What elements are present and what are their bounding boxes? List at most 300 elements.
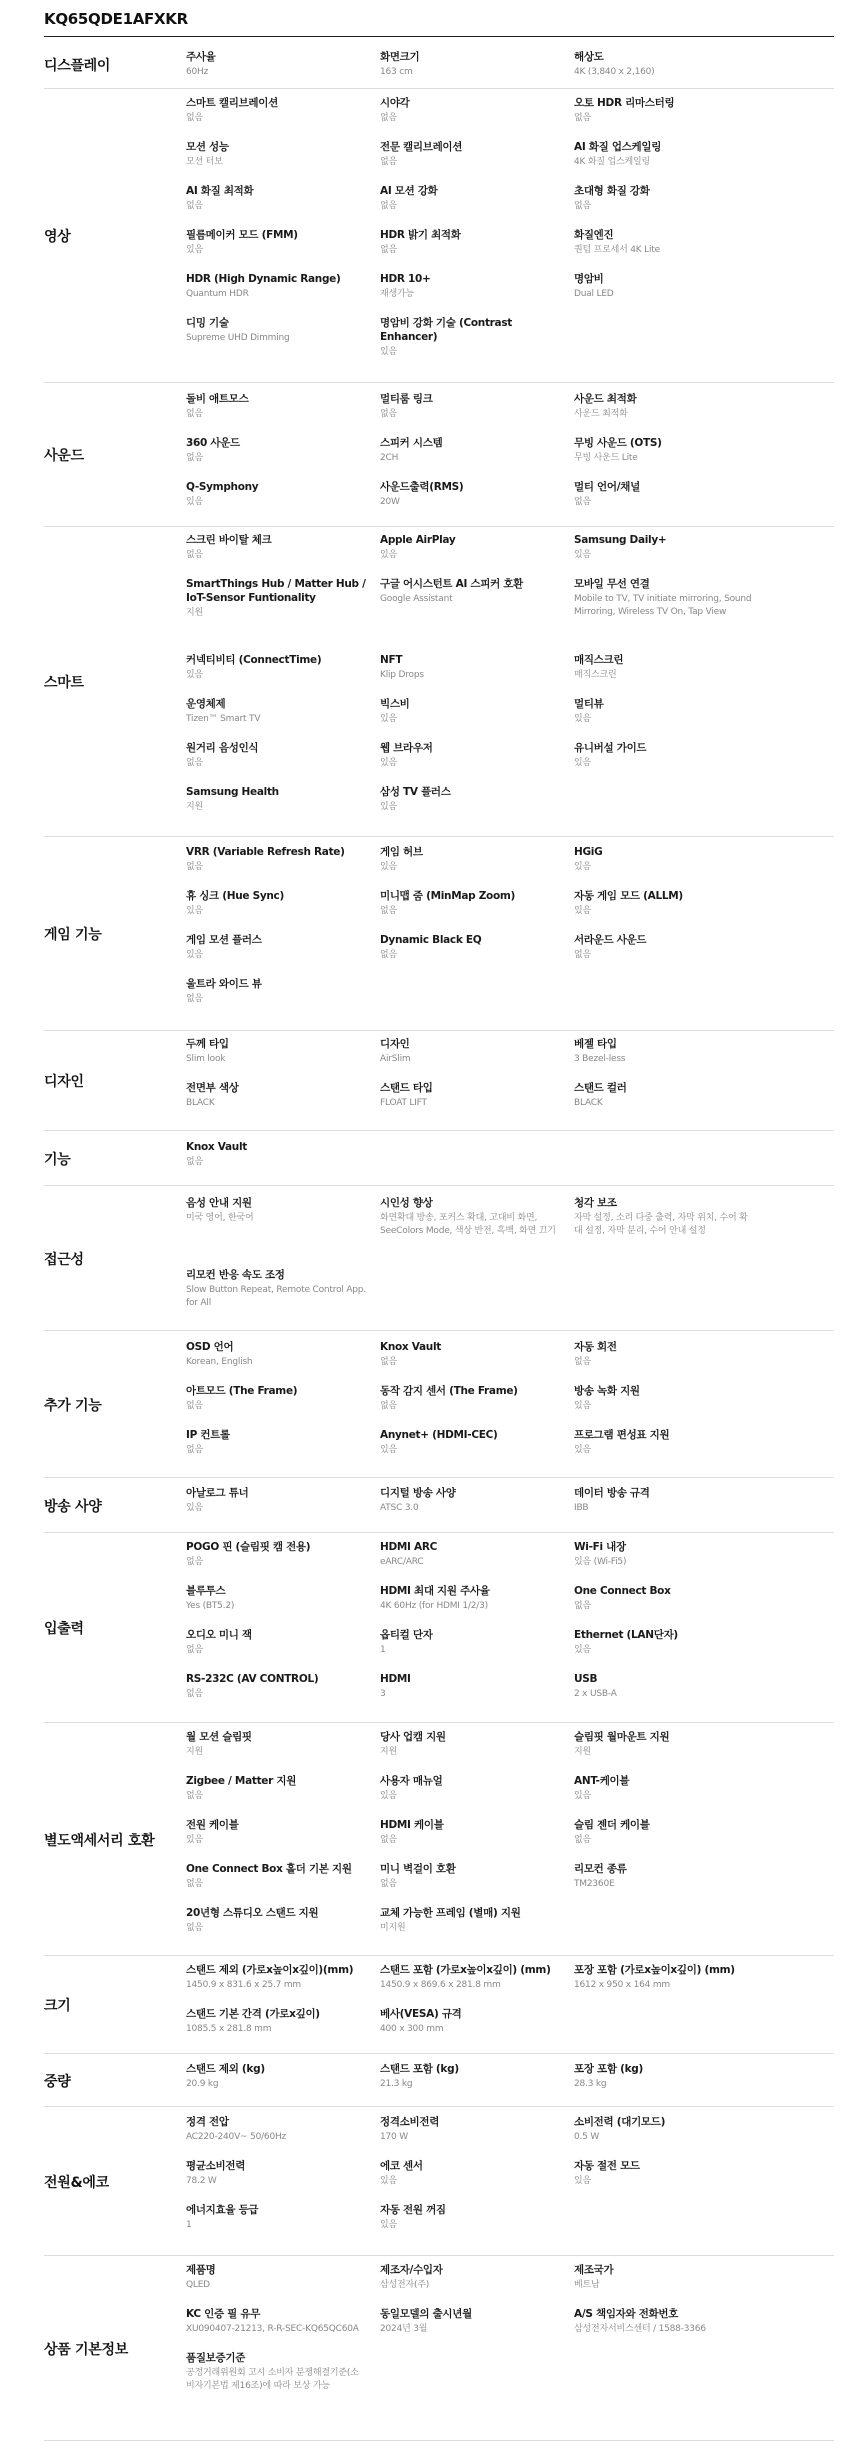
spec-item bbox=[186, 392, 366, 421]
spec-item bbox=[186, 1140, 366, 1169]
spec-label: 스마트 캘리브레이션 bbox=[186, 97, 278, 109]
spec-label: 전면부 색상 bbox=[186, 1082, 239, 1094]
spec-value: 있음 bbox=[186, 497, 203, 507]
spec-item bbox=[574, 184, 754, 213]
spec-label: AI 모션 강화 bbox=[380, 185, 438, 197]
spec-label: HGiG bbox=[574, 846, 603, 858]
spec-section bbox=[44, 382, 834, 527]
spec-item bbox=[186, 1384, 366, 1413]
spec-item bbox=[186, 2115, 366, 2144]
spec-label: 주사율 bbox=[186, 51, 216, 63]
spec-item bbox=[186, 2159, 366, 2188]
spec-label: 운영체제 bbox=[186, 698, 226, 710]
spec-label: Apple AirPlay bbox=[380, 534, 456, 546]
spec-label: 자동 회전 bbox=[574, 1341, 617, 1353]
spec-item bbox=[186, 140, 366, 169]
spec-label: 스탠드 타입 bbox=[380, 1082, 433, 1094]
spec-label: KC 인증 필 유무 bbox=[186, 2308, 261, 2320]
spec-value: 있음 bbox=[380, 714, 397, 724]
spec-label: 시야각 bbox=[380, 97, 410, 109]
spec-value: QLED bbox=[186, 2280, 210, 2290]
spec-item bbox=[186, 889, 366, 918]
spec-item bbox=[186, 653, 366, 682]
spec-value: AirSlim bbox=[380, 1054, 411, 1064]
spec-value: 없음 bbox=[574, 1601, 591, 1611]
section-title: 입출력 bbox=[44, 1621, 84, 1637]
spec-value: Mobile to TV, TV initiate mirroring, Sound Mirroring, Wireless TV On, Tap View bbox=[574, 594, 752, 617]
spec-item bbox=[186, 1540, 366, 1569]
spec-value: 없음 bbox=[186, 1445, 203, 1455]
spec-value: Supreme UHD Dimming bbox=[186, 333, 290, 343]
spec-value: 자막 설정, 소리 다중 출력, 자막 위치, 수어 확대 설정, 자막 분리, 수어 안내 설정 bbox=[574, 1213, 748, 1236]
spec-label: 미니 벽걸이 호환 bbox=[380, 1863, 456, 1875]
spec-item bbox=[380, 1486, 560, 1515]
spec-label: 오디오 미니 잭 bbox=[186, 1629, 252, 1641]
section-title: 별도액세서리 호환 bbox=[44, 1832, 155, 1849]
spec-value: Slim look bbox=[186, 1054, 226, 1064]
spec-label: 울트라 와이드 뷰 bbox=[186, 978, 262, 990]
spec-item bbox=[380, 50, 560, 79]
section-title: 기능 bbox=[44, 1151, 71, 1168]
spec-value: 없음 bbox=[380, 409, 397, 419]
spec-item bbox=[186, 1774, 366, 1803]
spec-value: 없음 bbox=[380, 201, 397, 211]
spec-value: AC220-240V~ 50/60Hz bbox=[186, 2132, 287, 2142]
model-title: KQ65QDE1AFXKR bbox=[44, 10, 188, 28]
section-title: 상품 기본정보 bbox=[44, 2341, 128, 2358]
spec-item bbox=[574, 889, 754, 918]
spec-value: 없음 bbox=[380, 245, 397, 255]
spec-label: 스탠드 컬러 bbox=[574, 1082, 627, 1094]
spec-label: 모바일 무선 연결 bbox=[574, 578, 650, 590]
spec-item bbox=[186, 2062, 366, 2091]
spec-item bbox=[186, 2203, 366, 2232]
spec-item bbox=[186, 2007, 366, 2036]
section-title: 전원&에코 bbox=[44, 2174, 109, 2191]
spec-item bbox=[380, 1196, 560, 1238]
spec-label: 게임 모션 플러스 bbox=[186, 934, 262, 946]
spec-item bbox=[380, 653, 560, 682]
spec-label: 슬림핏 월마운트 지원 bbox=[574, 1731, 670, 1743]
spec-item bbox=[574, 96, 754, 125]
spec-value: 있음 bbox=[186, 1835, 203, 1845]
spec-value: 있음 bbox=[380, 1791, 397, 1801]
spec-value: 163 cm bbox=[380, 67, 413, 77]
spec-label: 방송 녹화 지원 bbox=[574, 1385, 640, 1397]
spec-value: 1612 x 950 x 164 mm bbox=[574, 1980, 670, 1990]
spec-label: 구글 어시스턴트 AI 스피커 호환 bbox=[380, 578, 523, 590]
spec-value: 없음 bbox=[186, 550, 203, 560]
spec-section bbox=[44, 1532, 834, 1723]
title-divider bbox=[44, 36, 834, 37]
spec-value: 있음 (Wi-Fi5) bbox=[574, 1557, 627, 1567]
spec-label: IP 컨트롤 bbox=[186, 1429, 230, 1441]
spec-value: Klip Drops bbox=[380, 670, 424, 680]
spec-item bbox=[186, 1428, 366, 1457]
spec-item bbox=[186, 1963, 366, 1992]
spec-item bbox=[186, 977, 366, 1006]
spec-value: 미지원 bbox=[380, 1923, 406, 1933]
spec-item bbox=[380, 2263, 560, 2292]
spec-label: 에코 센서 bbox=[380, 2160, 423, 2172]
spec-label: 제조자/수입자 bbox=[380, 2264, 443, 2276]
spec-item bbox=[186, 577, 366, 620]
spec-label: VRR (Variable Refresh Rate) bbox=[186, 846, 345, 858]
spec-item bbox=[186, 480, 366, 509]
spec-label: 화면크기 bbox=[380, 51, 420, 63]
spec-value: 없음 bbox=[380, 157, 397, 167]
spec-item bbox=[186, 2307, 366, 2336]
spec-label: 제품명 bbox=[186, 2264, 216, 2276]
spec-item bbox=[186, 1584, 366, 1613]
spec-item bbox=[186, 845, 366, 874]
spec-item bbox=[380, 1428, 560, 1457]
spec-item bbox=[380, 2062, 560, 2091]
spec-item bbox=[186, 933, 366, 962]
spec-value: 모션 터보 bbox=[186, 157, 223, 167]
spec-label: 포장 포함 (가로x높이x깊이) (mm) bbox=[574, 1964, 735, 1976]
spec-value: 퀀텀 프로세서 4K Lite bbox=[574, 245, 660, 255]
spec-label: Anynet+ (HDMI-CEC) bbox=[380, 1429, 498, 1441]
spec-label: 스탠드 제외 (kg) bbox=[186, 2063, 265, 2075]
section-title: 디스플레이 bbox=[44, 58, 111, 74]
spec-value: BLACK bbox=[186, 1098, 215, 1108]
spec-label: 20년형 스튜디오 스탠드 지원 bbox=[186, 1907, 319, 1919]
spec-item bbox=[380, 1862, 560, 1891]
spec-value: 없음 bbox=[574, 1835, 591, 1845]
section-title: 사운드 bbox=[44, 448, 84, 464]
spec-value: 없음 bbox=[380, 113, 397, 123]
spec-item bbox=[574, 2115, 754, 2144]
spec-value: 없음 bbox=[186, 453, 203, 463]
spec-label: 초대형 화질 강화 bbox=[574, 185, 650, 197]
spec-item bbox=[186, 50, 366, 79]
spec-label: HDMI ARC bbox=[380, 1541, 438, 1553]
spec-label: 휴 싱크 (Hue Sync) bbox=[186, 890, 284, 902]
spec-value: 없음 bbox=[574, 497, 591, 507]
spec-label: 해상도 bbox=[574, 51, 604, 63]
spec-value: 없음 bbox=[574, 201, 591, 211]
spec-item bbox=[574, 1340, 754, 1369]
spec-label: 프로그램 편성표 지원 bbox=[574, 1429, 670, 1441]
spec-item bbox=[186, 1268, 366, 1310]
spec-value: 3 bbox=[380, 1689, 386, 1699]
spec-value: 3 Bezel-less bbox=[574, 1054, 626, 1064]
spec-item bbox=[380, 741, 560, 770]
spec-item bbox=[380, 1037, 560, 1066]
section-title: 영상 bbox=[44, 229, 71, 245]
spec-label: Ethernet (LAN단자) bbox=[574, 1629, 678, 1641]
spec-label: 에너지효율 등급 bbox=[186, 2204, 259, 2216]
spec-label: 원거리 음성인식 bbox=[186, 742, 259, 754]
spec-item bbox=[186, 316, 366, 345]
spec-label: HDR 10+ bbox=[380, 273, 431, 285]
spec-value: 2 x USB-A bbox=[574, 1689, 617, 1699]
spec-item bbox=[380, 480, 560, 509]
spec-value: 있음 bbox=[574, 714, 591, 724]
spec-value: 재생가능 bbox=[380, 289, 414, 299]
spec-item bbox=[574, 1862, 754, 1891]
spec-item bbox=[186, 1628, 366, 1657]
spec-value: 없음 bbox=[380, 1879, 397, 1889]
spec-value: TM2360E bbox=[574, 1879, 615, 1889]
spec-label: Knox Vault bbox=[380, 1341, 441, 1353]
spec-value: 있음 bbox=[186, 906, 203, 916]
spec-label: 오토 HDR 리마스터링 bbox=[574, 97, 675, 109]
spec-label: Samsung Health bbox=[186, 786, 279, 798]
spec-item bbox=[380, 184, 560, 213]
spec-item bbox=[186, 1340, 366, 1369]
spec-value: 지원 bbox=[186, 608, 203, 618]
spec-section bbox=[44, 836, 834, 1031]
spec-item bbox=[574, 845, 754, 874]
spec-item bbox=[380, 1963, 560, 1992]
spec-label: 베젤 타입 bbox=[574, 1038, 617, 1050]
spec-value: 지원 bbox=[574, 1747, 591, 1757]
spec-value: 삼성전자서비스센터 / 1588-3366 bbox=[574, 2324, 706, 2334]
spec-value: 2CH bbox=[380, 453, 399, 463]
spec-value: 1 bbox=[186, 2220, 192, 2230]
section-title: 크기 bbox=[44, 1998, 71, 2014]
spec-value: 있음 bbox=[186, 245, 203, 255]
spec-value: 미국 영어, 한국어 bbox=[186, 1213, 254, 1223]
spec-section bbox=[44, 40, 834, 89]
spec-value: 있음 bbox=[574, 1645, 591, 1655]
spec-label: 슬림 젠더 케이블 bbox=[574, 1819, 650, 1831]
spec-label: 서라운드 사운드 bbox=[574, 934, 647, 946]
spec-label: 스탠드 기본 간격 (가로x깊이) bbox=[186, 2008, 320, 2020]
spec-label: 커넥티비티 (ConnectTime) bbox=[186, 654, 322, 666]
spec-item bbox=[186, 1730, 366, 1759]
spec-label: 게임 허브 bbox=[380, 846, 423, 858]
spec-label: 사운드 최적화 bbox=[574, 393, 637, 405]
spec-item bbox=[574, 697, 754, 726]
spec-value: 베트남 bbox=[574, 2280, 600, 2290]
spec-item bbox=[380, 228, 560, 257]
spec-label: 아트모드 (The Frame) bbox=[186, 1385, 298, 1397]
spec-item bbox=[380, 889, 560, 918]
spec-item bbox=[574, 1584, 754, 1613]
spec-item bbox=[574, 653, 754, 682]
spec-label: 스탠드 포함 (kg) bbox=[380, 2063, 459, 2075]
spec-item bbox=[380, 1628, 560, 1657]
spec-section bbox=[44, 88, 834, 383]
spec-label: Zigbee / Matter 지원 bbox=[186, 1775, 297, 1787]
spec-label: 음성 안내 지원 bbox=[186, 1197, 252, 1209]
spec-item bbox=[574, 1540, 754, 1569]
spec-item bbox=[380, 436, 560, 465]
spec-item bbox=[574, 1818, 754, 1847]
spec-item bbox=[574, 1384, 754, 1413]
section-title: 스마트 bbox=[44, 675, 84, 691]
spec-value: 있음 bbox=[380, 758, 397, 768]
spec-label: HDR (High Dynamic Range) bbox=[186, 273, 341, 285]
spec-label: 당사 업캠 지원 bbox=[380, 1731, 446, 1743]
spec-item bbox=[380, 1774, 560, 1803]
spec-label: 동일모델의 출시년월 bbox=[380, 2308, 472, 2320]
spec-label: 스피커 시스템 bbox=[380, 437, 443, 449]
spec-label: 리모컨 종류 bbox=[574, 1863, 627, 1875]
spec-label: 멀티 언어/채널 bbox=[574, 481, 640, 493]
spec-label: 데이터 방송 규격 bbox=[574, 1487, 650, 1499]
spec-value: 400 x 300 mm bbox=[380, 2024, 444, 2034]
spec-label: HDMI 최대 지원 주사율 bbox=[380, 1585, 490, 1597]
spec-label: 블루투스 bbox=[186, 1585, 226, 1597]
spec-item bbox=[380, 2307, 560, 2336]
spec-label: 디밍 기술 bbox=[186, 317, 229, 329]
spec-value: 78.2 W bbox=[186, 2176, 217, 2186]
spec-label: 멀티룸 링크 bbox=[380, 393, 433, 405]
spec-value: 있음 bbox=[574, 1445, 591, 1455]
spec-label: A/S 책임자와 전화번호 bbox=[574, 2308, 679, 2320]
spec-value: 없음 bbox=[574, 1357, 591, 1367]
spec-value: 있음 bbox=[574, 906, 591, 916]
spec-item bbox=[574, 2159, 754, 2188]
spec-item bbox=[574, 228, 754, 257]
spec-value: 삼성전자(주) bbox=[380, 2280, 430, 2290]
spec-label: 디지털 방송 사양 bbox=[380, 1487, 456, 1499]
spec-item bbox=[186, 228, 366, 257]
section-title: 중량 bbox=[44, 2073, 71, 2090]
spec-label: ANT-케이블 bbox=[574, 1775, 630, 1787]
spec-value: 지원 bbox=[380, 1747, 397, 1757]
spec-label: 360 사운드 bbox=[186, 437, 240, 449]
spec-label: Samsung Daily+ bbox=[574, 534, 667, 546]
spec-value: 있음 bbox=[574, 1401, 591, 1411]
spec-value: 없음 bbox=[186, 1157, 203, 1167]
spec-item bbox=[574, 933, 754, 962]
spec-item bbox=[186, 1672, 366, 1701]
spec-item bbox=[574, 2307, 754, 2336]
spec-value: IBB bbox=[574, 1503, 589, 1513]
spec-value: Quantum HDR bbox=[186, 289, 249, 299]
spec-value: 없음 bbox=[380, 1835, 397, 1845]
spec-label: Knox Vault bbox=[186, 1141, 247, 1153]
spec-item bbox=[186, 436, 366, 465]
spec-label: 자동 절전 모드 bbox=[574, 2160, 640, 2172]
spec-label: 삼성 TV 플러스 bbox=[380, 786, 451, 798]
spec-item bbox=[380, 2115, 560, 2144]
spec-value: 170 W bbox=[380, 2132, 408, 2142]
spec-item bbox=[380, 2159, 560, 2188]
spec-label: RS-232C (AV CONTROL) bbox=[186, 1673, 319, 1685]
spec-item bbox=[574, 1730, 754, 1759]
spec-value: 있음 bbox=[574, 758, 591, 768]
spec-item bbox=[380, 1818, 560, 1847]
spec-value: 없음 bbox=[186, 758, 203, 768]
spec-label: 빅스비 bbox=[380, 698, 410, 710]
spec-label: AI 화질 업스케일링 bbox=[574, 141, 662, 153]
spec-item bbox=[186, 1037, 366, 1066]
spec-value: 없음 bbox=[380, 1357, 397, 1367]
spec-item bbox=[574, 1196, 754, 1238]
spec-label: OSD 언어 bbox=[186, 1341, 234, 1353]
spec-item bbox=[380, 933, 560, 962]
spec-value: 없음 bbox=[186, 1689, 203, 1699]
spec-item bbox=[574, 1963, 754, 1992]
spec-item bbox=[574, 1081, 754, 1110]
spec-label: 자동 게임 모드 (ALLM) bbox=[574, 890, 683, 902]
spec-section bbox=[44, 1722, 834, 1956]
spec-label: HDMI 케이블 bbox=[380, 1819, 444, 1831]
spec-item bbox=[186, 741, 366, 770]
spec-item bbox=[380, 2007, 560, 2036]
spec-label: 명암비 bbox=[574, 273, 604, 285]
spec-label: 디자인 bbox=[380, 1038, 410, 1050]
spec-value: Google Assistant bbox=[380, 594, 453, 604]
spec-value: 없음 bbox=[574, 113, 591, 123]
spec-value: XU090407-21213, R-R-SEC-KQ65QC60A bbox=[186, 2324, 359, 2334]
spec-label: 정격 전압 bbox=[186, 2116, 229, 2128]
spec-item bbox=[574, 1774, 754, 1803]
spec-item bbox=[186, 533, 366, 562]
spec-label: 아날로그 튜너 bbox=[186, 1487, 249, 1499]
spec-value: 1450.9 x 831.6 x 25.7 mm bbox=[186, 1980, 301, 1990]
spec-item bbox=[186, 184, 366, 213]
spec-item bbox=[380, 2203, 560, 2232]
spec-item bbox=[574, 480, 754, 509]
spec-item bbox=[380, 1730, 560, 1759]
spec-value: 없음 bbox=[186, 1557, 203, 1567]
spec-label: 명암비 강화 기술 (Contrast Enhancer) bbox=[380, 317, 513, 343]
section-title: 방송 사양 bbox=[44, 1498, 102, 1515]
spec-item bbox=[186, 1862, 366, 1891]
spec-value: 20W bbox=[380, 497, 400, 507]
spec-item bbox=[380, 1340, 560, 1369]
spec-value: 없음 bbox=[186, 994, 203, 1004]
spec-value: 1450.9 x 869.6 x 281.8 mm bbox=[380, 1980, 501, 1990]
spec-item bbox=[380, 785, 560, 814]
spec-value: 있음 bbox=[380, 2220, 397, 2230]
spec-value: Yes (BT5.2) bbox=[186, 1601, 235, 1611]
spec-item bbox=[574, 1628, 754, 1657]
spec-label: 월 모션 슬림핏 bbox=[186, 1731, 252, 1743]
section-title: 추가 기능 bbox=[44, 1397, 102, 1414]
spec-item bbox=[186, 272, 366, 301]
spec-value: 있음 bbox=[380, 802, 397, 812]
spec-value: 없음 bbox=[186, 201, 203, 211]
spec-label: 품질보증기준 bbox=[186, 2352, 246, 2364]
spec-label: 리모컨 반응 속도 조정 bbox=[186, 1269, 285, 1281]
spec-label: 포장 포함 (kg) bbox=[574, 2063, 643, 2075]
spec-value: 있음 bbox=[380, 2176, 397, 2186]
spec-label: 동작 감지 센서 (The Frame) bbox=[380, 1385, 518, 1397]
spec-label: 필름메이커 모드 (FMM) bbox=[186, 229, 298, 241]
spec-value: 없음 bbox=[380, 1401, 397, 1411]
spec-label: 멀티뷰 bbox=[574, 698, 604, 710]
spec-value: 20.9 kg bbox=[186, 2079, 219, 2089]
spec-value: Tizen™ Smart TV bbox=[186, 714, 261, 724]
spec-label: 교체 가능한 프레임 (별매) 지원 bbox=[380, 1907, 521, 1919]
spec-label: 청각 보조 bbox=[574, 1197, 617, 1209]
spec-value: 없음 bbox=[186, 113, 203, 123]
spec-value: 1 bbox=[380, 1645, 386, 1655]
spec-item bbox=[380, 1540, 560, 1569]
spec-label: 화질엔진 bbox=[574, 229, 614, 241]
spec-value: 없음 bbox=[186, 1791, 203, 1801]
spec-label: 스탠드 포함 (가로x높이x깊이) (mm) bbox=[380, 1964, 551, 1976]
spec-section bbox=[44, 2106, 834, 2256]
spec-item bbox=[186, 96, 366, 125]
spec-value: 지원 bbox=[186, 1747, 203, 1757]
spec-label: 무빙 사운드 (OTS) bbox=[574, 437, 662, 449]
spec-item bbox=[574, 741, 754, 770]
spec-value: 화면확대 방송, 포커스 확대, 고대비 화면, SeeColors Mode, 색상 반전, 흑백, 화면 끄기 bbox=[380, 1213, 556, 1236]
spec-value: ATSC 3.0 bbox=[380, 1503, 419, 1513]
spec-item bbox=[574, 1486, 754, 1515]
spec-label: HDR 밝기 최적화 bbox=[380, 229, 461, 241]
spec-item bbox=[574, 392, 754, 421]
